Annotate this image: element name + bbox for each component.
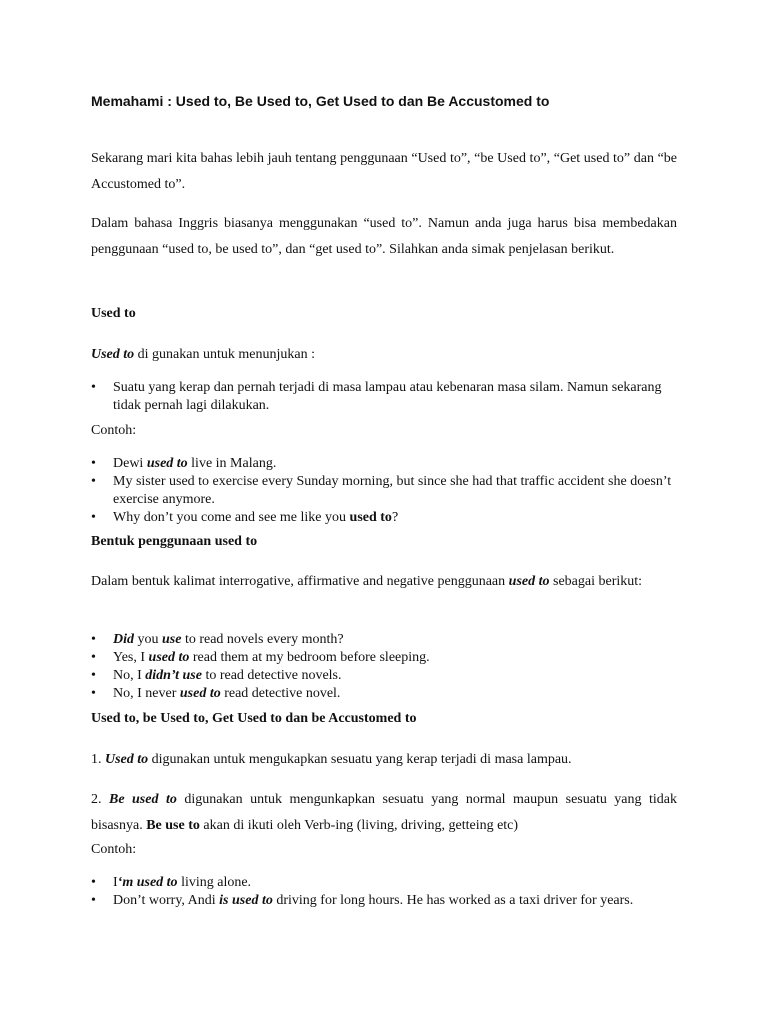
section-heading-used-to: Used to bbox=[91, 306, 136, 321]
example-emphasis: didn’t use bbox=[145, 668, 202, 683]
comparison-item-1 bbox=[91, 751, 572, 769]
list-item: • My sister used to exercise every Sunday morning, but since she had that traffic accident she doesn’t exercise anymore. bbox=[91, 473, 681, 509]
list-item bbox=[91, 509, 681, 527]
example-emphasis: Did bbox=[113, 632, 134, 647]
bentuk-examples-list bbox=[91, 631, 681, 703]
example-text: No, I bbox=[113, 668, 146, 683]
example-text: driving for long hours. He has worked as a taxi driver for years. bbox=[272, 893, 634, 908]
page-title: Memahami : Used to, Be Used to, Get Used to dan Be Accustomed to bbox=[91, 93, 550, 109]
list-item bbox=[91, 649, 681, 667]
example-text: Dewi bbox=[113, 456, 147, 471]
example-emphasis: used to bbox=[349, 510, 392, 525]
bentuk-paragraph bbox=[91, 569, 677, 595]
item-text: digunakan untuk mengukapkan sesuatu yang kerap terjadi di masa lampau. bbox=[148, 752, 572, 767]
example-text: you bbox=[134, 632, 162, 647]
contoh-label-2: Contoh: bbox=[91, 842, 137, 857]
example-text: Don’t worry, Andi bbox=[113, 893, 220, 908]
example-text: to read novels every month? bbox=[181, 632, 344, 647]
definition-term: Used to bbox=[91, 347, 135, 362]
list-item bbox=[91, 455, 681, 473]
section-heading-bentuk: Bentuk penggunaan used to bbox=[91, 534, 258, 549]
example-text: I bbox=[113, 875, 118, 890]
example-text: ? bbox=[391, 510, 399, 525]
list-item bbox=[91, 685, 681, 703]
paragraph-text: sebagai berikut: bbox=[549, 574, 643, 589]
list-item bbox=[91, 631, 681, 649]
be-used-to-examples-list bbox=[91, 874, 681, 910]
example-text: read them at my bedroom before sleeping. bbox=[189, 650, 430, 665]
example-emphasis: used to bbox=[146, 456, 188, 471]
section-heading-comparison: Used to, be Used to, Get Used to dan be Accustomed to bbox=[91, 711, 417, 726]
example-emphasis: ‘m used to bbox=[117, 875, 178, 890]
paragraph-text: Dalam bentuk kalimat interrogative, affirmative and negative penggunaan bbox=[91, 574, 509, 589]
example-text: living alone. bbox=[177, 875, 252, 890]
example-emphasis: used to bbox=[179, 686, 221, 701]
definition-text: di gunakan untuk menunjukan : bbox=[134, 347, 315, 362]
item-number: 2. bbox=[91, 792, 109, 807]
comparison-item-2 bbox=[91, 787, 677, 839]
example-text: to read detective novels. bbox=[201, 668, 342, 683]
used-to-meaning-list bbox=[91, 379, 681, 415]
used-to-examples-list bbox=[91, 455, 681, 527]
example-emphasis: use bbox=[162, 632, 182, 647]
item-number: 1. bbox=[91, 752, 105, 767]
example-emphasis: is used to bbox=[219, 893, 273, 908]
example-text: Why don’t you come and see me like you bbox=[113, 510, 350, 525]
item-emphasis: Be used to bbox=[108, 792, 177, 807]
item-emphasis: Used to bbox=[105, 752, 149, 767]
used-to-definition bbox=[91, 346, 315, 364]
explanation-paragraph: Dalam bahasa Inggris biasanya menggunakan “used to”. Namun anda juga harus bisa membedakan penggunaan “used to, be used to”, dan “get used to”. Silahkan anda simak penjelasan berikut. bbox=[91, 216, 677, 257]
example-text: No, I never bbox=[113, 686, 180, 701]
list-item: • Suatu yang kerap dan pernah terjadi di masa lampau atau kebenaran masa silam. Namun sekarang tidak pernah lagi dilakukan. bbox=[91, 379, 681, 415]
intro-paragraph: Sekarang mari kita bahas lebih jauh tentang penggunaan “Used to”, “be Used to”, “Get used to” dan “be Accustomed to”. bbox=[91, 151, 677, 192]
example-text: read detective novel. bbox=[220, 686, 341, 701]
item-bold: Be use to bbox=[146, 818, 200, 833]
example-text: Yes, I bbox=[113, 650, 149, 665]
list-item bbox=[91, 892, 681, 910]
example-emphasis: used to bbox=[148, 650, 190, 665]
list-item bbox=[91, 667, 681, 685]
item-text: digunakan untuk mengunkapkan sesuatu yang normal maupun sesuatu yang tidak bisasnya. bbox=[91, 792, 677, 833]
contoh-label-1: Contoh: bbox=[91, 423, 137, 438]
item-text: akan di ikuti oleh Verb-ing (living, driving, getteing etc) bbox=[199, 818, 519, 833]
example-text: live in Malang. bbox=[187, 456, 277, 471]
list-item bbox=[91, 874, 681, 892]
paragraph-emphasis: used to bbox=[508, 574, 550, 589]
